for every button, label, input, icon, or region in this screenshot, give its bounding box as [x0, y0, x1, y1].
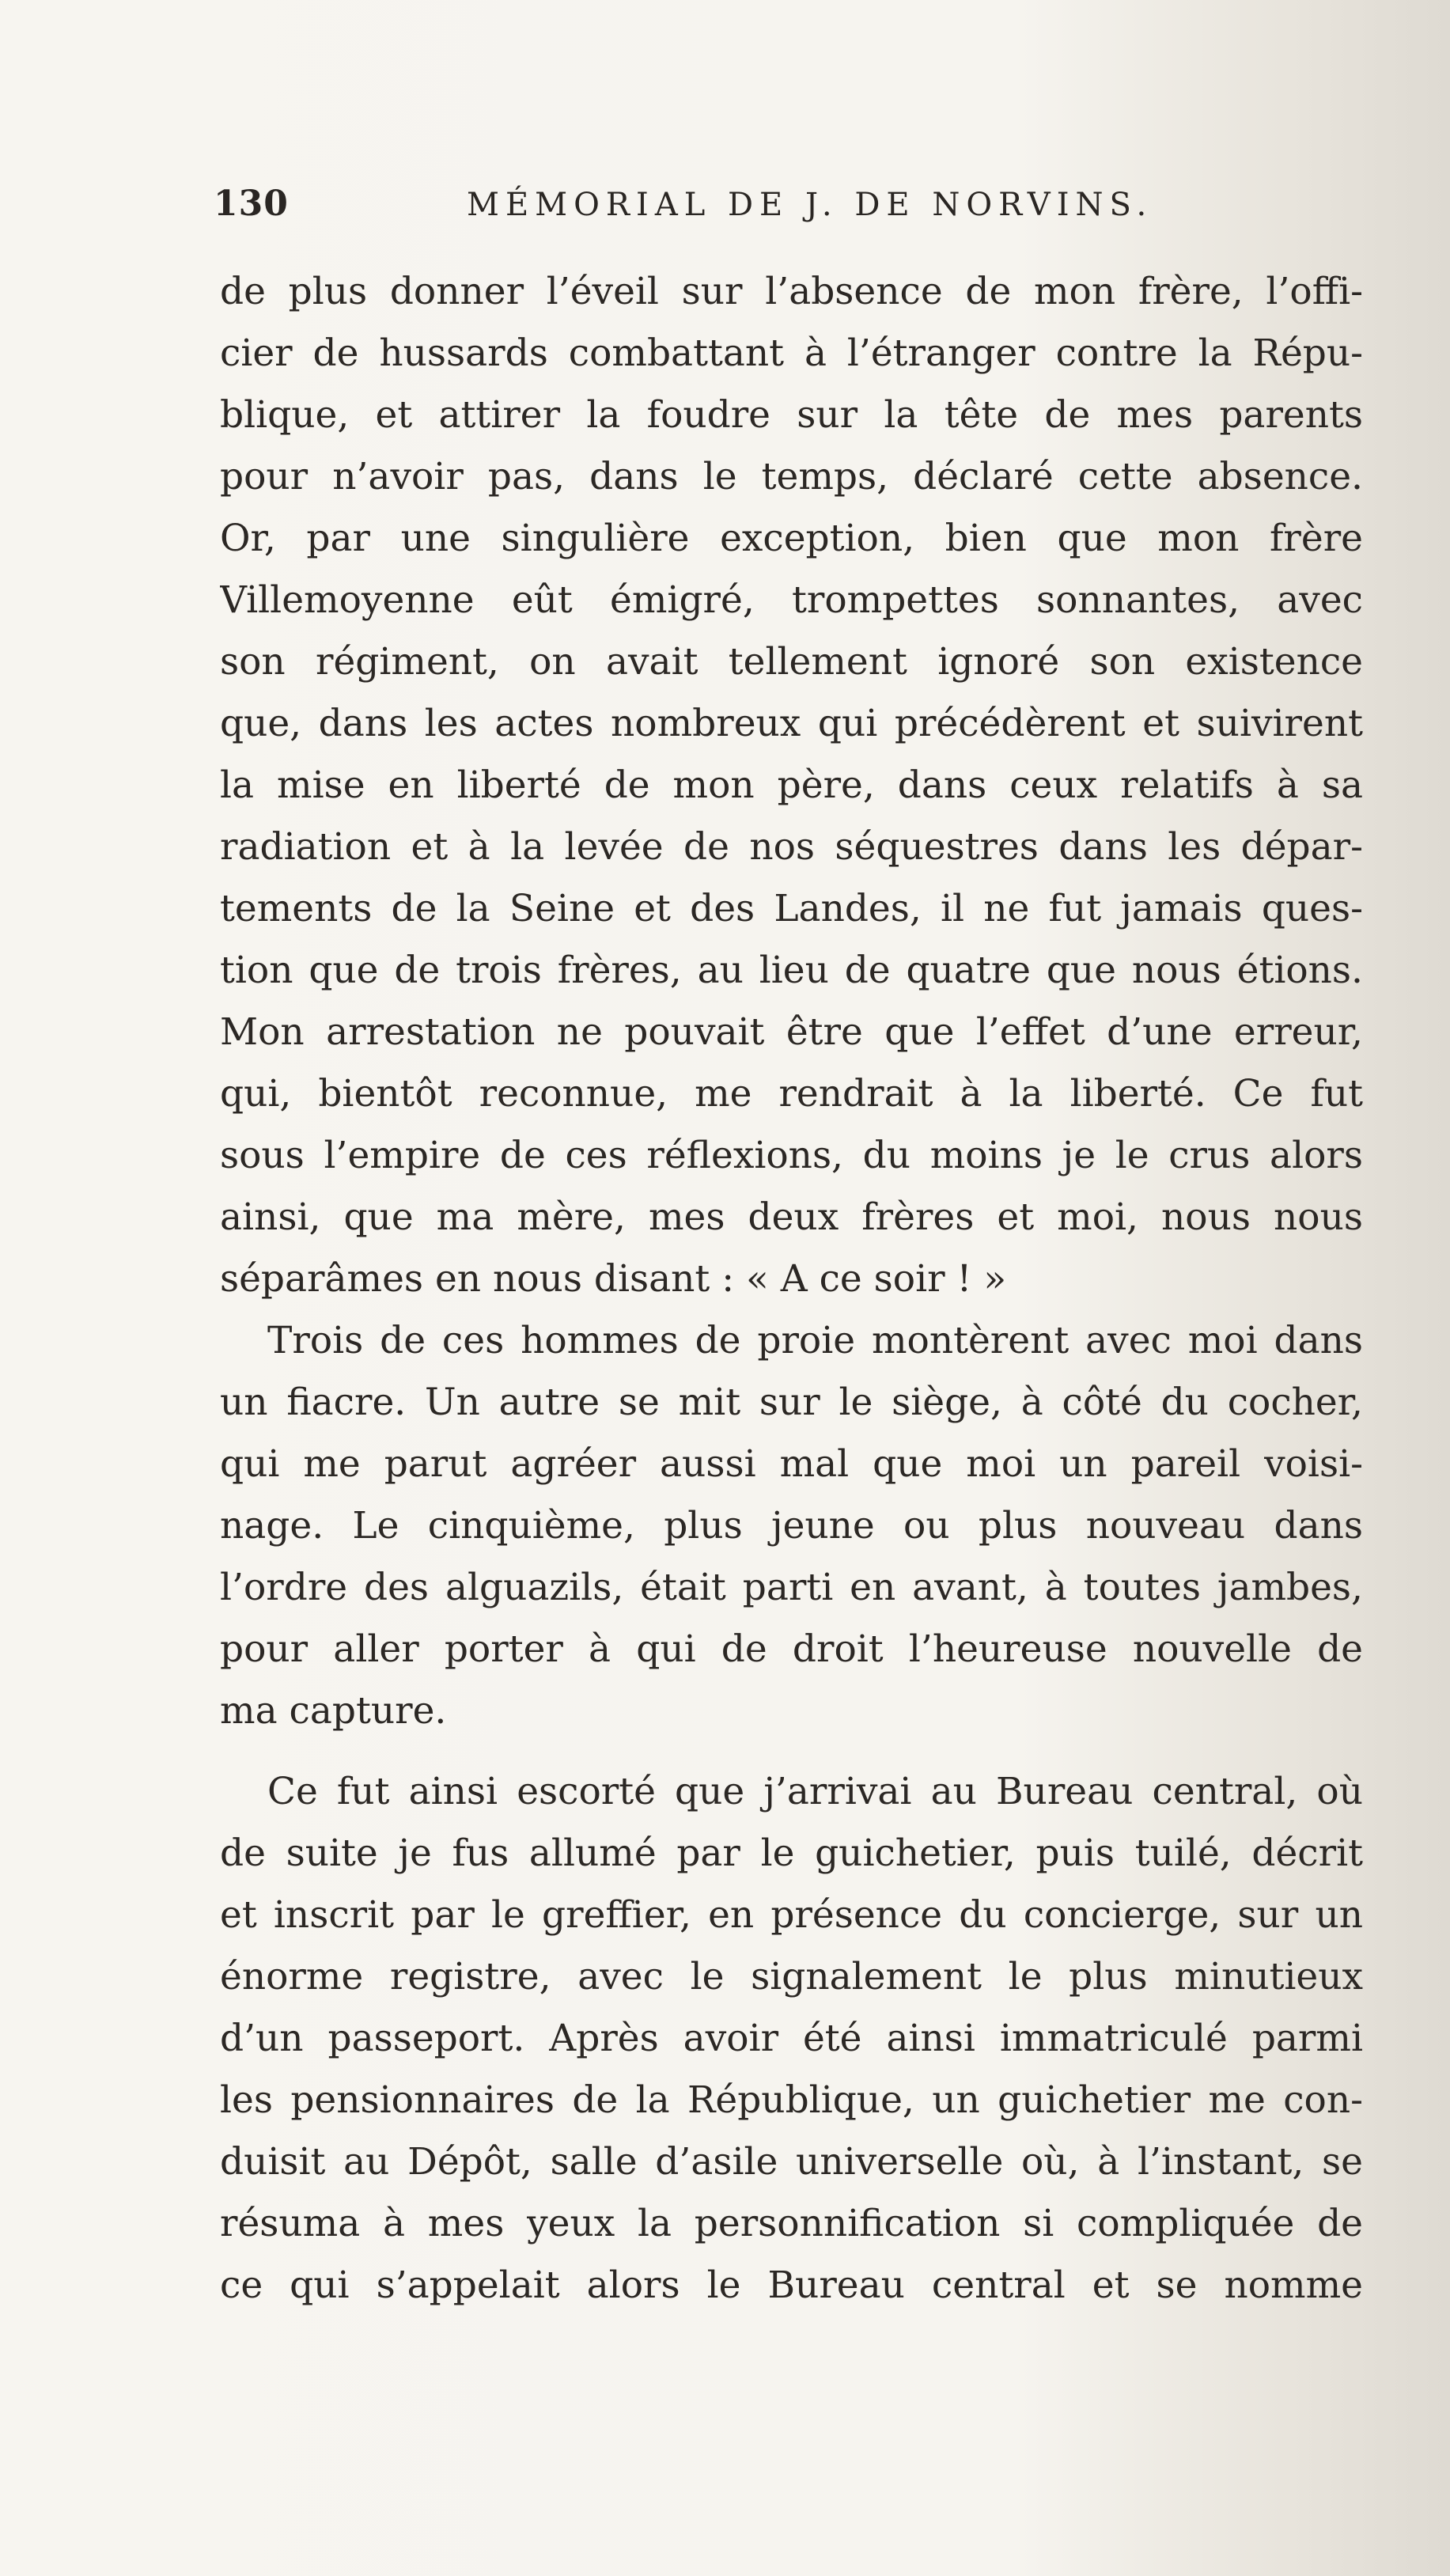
body-text	[220, 261, 1363, 2317]
text-line: Mon arrestation ne pouvait être que l’effet d’une erreur,	[220, 1010, 1363, 1054]
paragraph	[220, 1761, 1363, 2317]
text-line: l’ordre des alguazils, était parti en avant, à toutes jambes,	[220, 1566, 1363, 1609]
text-line: la mise en liberté de mon père, dans ceux relatifs à sa	[220, 763, 1363, 807]
text-line: ma capture.	[220, 1689, 447, 1733]
paragraph	[220, 1310, 1363, 1742]
text-line: duisit au Dépôt, salle d’asile universelle où, à l’instant, se	[220, 2140, 1363, 2184]
text-line: tion que de trois frères, au lieu de quatre que nous étions.	[220, 949, 1363, 992]
text-line: radiation et à la levée de nos séquestres dans les dépar-	[220, 825, 1363, 869]
text-line: cier de hussards combattant à l’étranger contre la Répu-	[220, 331, 1363, 375]
text-line: Ce fut ainsi escorté que j’arrivai au Bureau central, où	[267, 1770, 1363, 1813]
text-line: et inscrit par le greffier, en présence du concierge, sur un	[220, 1893, 1363, 1937]
text-line: ce qui s’appelait alors le Bureau central et se nomme	[220, 2263, 1363, 2307]
text-line: pour n’avoir pas, dans le temps, déclaré cette absence.	[220, 455, 1363, 498]
text-line: blique, et attirer la foudre sur la tête de mes parents	[220, 393, 1363, 437]
text-line: de suite je fus allumé par le guichetier, puis tuilé, décrit	[220, 1832, 1363, 1875]
text-line: qui me parut agréer aussi mal que moi un pareil voisi-	[220, 1442, 1363, 1486]
text-line: ainsi, que ma mère, mes deux frères et moi, nous nous	[220, 1195, 1363, 1239]
text-line: que, dans les actes nombreux qui précédèrent et suivirent	[220, 702, 1363, 745]
text-line: un fiacre. Un autre se mit sur le siège, à côté du cocher,	[220, 1381, 1363, 1424]
running-head	[214, 184, 1361, 239]
text-line: les pensionnaires de la République, un guichetier me con-	[220, 2078, 1363, 2122]
text-line: Trois de ces hommes de proie montèrent avec moi dans	[267, 1319, 1363, 1362]
text-line: séparâmes en nous disant : « A ce soir ! »	[220, 1257, 1007, 1301]
text-line: qui, bientôt reconnue, me rendrait à la liberté. Ce fut	[220, 1072, 1363, 1116]
text-line: son régiment, on avait tellement ignoré son existence	[220, 640, 1363, 684]
text-line: pour aller porter à qui de droit l’heureuse nouvelle de	[220, 1627, 1363, 1671]
text-line: résuma à mes yeux la personnification si compliquée de	[220, 2202, 1363, 2245]
text-line: nage. Le cinquième, plus jeune ou plus nouveau dans	[220, 1504, 1363, 1547]
paragraph	[220, 261, 1363, 1310]
text-line: Villemoyenne eût émigré, trompettes sonnantes, avec	[220, 578, 1363, 622]
text-line: tements de la Seine et des Landes, il ne fut jamais ques-	[220, 887, 1363, 930]
page-number: 130	[214, 184, 289, 224]
text-line: Or, par une singulière exception, bien que mon frère	[220, 517, 1363, 560]
text-line: énorme registre, avec le signalement le plus minutieux	[220, 1955, 1363, 1998]
running-title: MÉMORIAL DE J. DE NORVINS.	[467, 187, 1153, 223]
text-line: sous l’empire de ces réflexions, du moins je le crus alors	[220, 1134, 1363, 1177]
text-line: d’un passeport. Après avoir été ainsi immatriculé parmi	[220, 2017, 1363, 2060]
text-line: de plus donner l’éveil sur l’absence de mon frère, l’offi-	[220, 270, 1363, 313]
